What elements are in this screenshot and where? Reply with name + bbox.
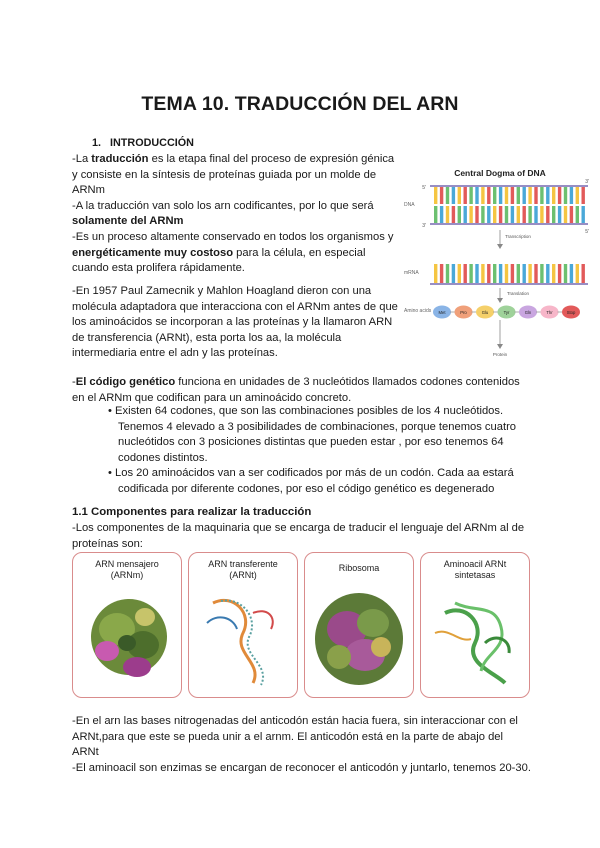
dna-base bbox=[564, 206, 567, 223]
closing-line: -En el arn las bases nitrogenadas del anticodón están hacia fuera, sin interaccionar con el bbox=[72, 715, 518, 727]
arnm-blob bbox=[118, 635, 136, 651]
dna-base bbox=[528, 206, 531, 223]
code-line: en el ARNm que codifican para un aminoácido concreto. bbox=[72, 391, 352, 404]
amino-acid-chain bbox=[433, 306, 580, 319]
dna-base bbox=[558, 187, 561, 204]
mrna-base bbox=[582, 264, 585, 283]
amino-acid-label: Glu bbox=[481, 310, 489, 315]
intro-paragraph bbox=[72, 152, 402, 277]
component-panel-arnm bbox=[72, 552, 182, 698]
arnt-strand bbox=[207, 617, 237, 629]
mrna-base bbox=[499, 264, 502, 283]
component-panel-arnt bbox=[188, 552, 298, 698]
mrna-base bbox=[475, 264, 478, 283]
dogma-title: Central Dogma of DNA bbox=[454, 168, 546, 178]
component-name: ARN mensajero bbox=[95, 559, 159, 569]
intro-line: ARNm bbox=[72, 184, 105, 197]
subsection-line: -Los componentes de la maquinaria que se encarga de traducir el lenguaje del ARNm al de bbox=[72, 522, 525, 534]
page-title: TEMA 10. TRADUCCIÓN DEL ARN bbox=[141, 93, 459, 115]
dna-base bbox=[458, 187, 461, 204]
arnm-blob bbox=[135, 608, 155, 626]
dna-base bbox=[576, 206, 579, 223]
dna-base bbox=[540, 206, 543, 223]
dna-base bbox=[528, 187, 531, 204]
intro-line bbox=[72, 246, 402, 262]
intro-line bbox=[72, 214, 402, 230]
bullet-line: • Los 20 aminoácidos van a ser codificados por más de un codón. Cada aa estará bbox=[108, 467, 514, 480]
component-label bbox=[73, 559, 181, 580]
sintetasa-strand bbox=[435, 632, 471, 640]
dna-base bbox=[552, 187, 555, 204]
mrna-base bbox=[558, 264, 561, 283]
amino-acid-label: Met bbox=[438, 310, 446, 315]
dna-base bbox=[523, 206, 526, 223]
dna-base bbox=[469, 206, 472, 223]
bullet-line: • Existen 64 codones, que son las combinaciones posibles de los 4 nucleótidos. bbox=[108, 405, 504, 417]
dna-base bbox=[475, 187, 478, 204]
arnm-blob bbox=[95, 641, 119, 661]
component-label bbox=[421, 559, 529, 580]
section-heading-intro bbox=[92, 137, 194, 149]
mrna-bases bbox=[434, 264, 585, 283]
transcription-arrowhead bbox=[497, 244, 503, 249]
arnt-strand bbox=[213, 600, 255, 683]
intro-line: -Es un proceso altamente conservado en todos los organismos y bbox=[72, 230, 394, 243]
dna-base bbox=[452, 206, 455, 223]
term-codigo-genetico: El código genético bbox=[75, 376, 176, 388]
arnt-strand bbox=[253, 611, 273, 629]
dna-label: DNA bbox=[404, 202, 415, 208]
dna-base bbox=[434, 206, 437, 223]
arnm-blob bbox=[123, 657, 151, 677]
text-run: -La bbox=[72, 153, 92, 165]
dna-base bbox=[576, 187, 579, 204]
ribosome-blob bbox=[327, 645, 351, 669]
dna-base-pairs bbox=[434, 187, 585, 223]
intro-line: cuando esta prolifera rápidamente. bbox=[72, 262, 245, 275]
mrna-base bbox=[570, 264, 573, 283]
dna-base bbox=[464, 206, 467, 223]
dna-5prime-right-label: 5' bbox=[585, 229, 589, 235]
dna-base bbox=[511, 187, 514, 204]
component-label bbox=[189, 559, 297, 580]
history-line: de transferencia (ARNt), esta porta los aa, la molécula bbox=[72, 331, 342, 344]
mrna-base bbox=[576, 264, 579, 283]
ribosome-structure-image bbox=[309, 583, 409, 693]
mrna-base bbox=[505, 264, 508, 283]
dna-base bbox=[493, 187, 496, 204]
component-abbrev: (ARNm) bbox=[110, 569, 144, 580]
mrna-base bbox=[540, 264, 543, 283]
term-traduccion: traducción bbox=[91, 153, 149, 165]
mrna-base bbox=[552, 264, 555, 283]
dna-base bbox=[487, 187, 490, 204]
dna-base bbox=[493, 206, 496, 223]
dna-3prime-label: 3' bbox=[422, 223, 426, 229]
amino-label: Amino acids bbox=[404, 308, 432, 314]
closing-line: ARNt,para que este se pueda unir a el arnm. El anticodón está en la parte de abajo del bbox=[72, 730, 503, 743]
dna-base bbox=[464, 187, 467, 204]
bullet-line: nucleótidos con 3 posiciones distintas que pueden estar , por eso tenemos 64 bbox=[118, 436, 504, 449]
closing-line: -El aminoacil son enzimas se encargan de reconocer el anticodón y juntarlo, tenemos 20-30. bbox=[72, 761, 531, 774]
text-run: es la etapa final del proceso de expresión génica bbox=[148, 153, 395, 165]
dna-base bbox=[475, 206, 478, 223]
closing-paragraph bbox=[72, 714, 542, 776]
subsection-heading: 1.1 Componentes para realizar la traducción bbox=[72, 506, 312, 518]
dna-base bbox=[481, 206, 484, 223]
mrna-base bbox=[511, 264, 514, 283]
mrna-base bbox=[523, 264, 526, 283]
dna-base bbox=[570, 187, 573, 204]
mrna-base bbox=[528, 264, 531, 283]
section-number: 1. bbox=[92, 137, 102, 149]
dna-base bbox=[446, 206, 449, 223]
component-panel-sintetasas bbox=[420, 552, 530, 698]
central-dogma-figure bbox=[402, 160, 592, 358]
text-run: funciona en unidades de 3 nucleótidos llamados codones contenidos bbox=[175, 376, 520, 388]
text-run: - bbox=[72, 376, 76, 388]
dna-3prime-right-label: 3' bbox=[585, 179, 589, 185]
component-abbrev: (ARNt) bbox=[229, 569, 257, 580]
amino-acid-label: Tyr bbox=[503, 310, 510, 315]
dna-base bbox=[546, 206, 549, 223]
dna-base bbox=[564, 187, 567, 204]
mrna-base bbox=[469, 264, 472, 283]
dna-base bbox=[540, 187, 543, 204]
dna-base bbox=[469, 187, 472, 204]
text-run: para la célula, en especial bbox=[233, 246, 366, 259]
intro-line bbox=[72, 152, 402, 168]
dna-base bbox=[546, 187, 549, 204]
dna-base bbox=[517, 187, 520, 204]
term-arnm: solamente del ARNm bbox=[72, 215, 184, 228]
mrna-base bbox=[487, 264, 490, 283]
component-label bbox=[305, 563, 413, 574]
component-name: ARN transferente bbox=[208, 559, 278, 569]
amino-acid-label: Gln bbox=[524, 310, 532, 315]
dna-base bbox=[517, 206, 520, 223]
dna-base bbox=[558, 206, 561, 223]
history-line: molécula adaptadora que interacciona con el ARNm antes de que bbox=[72, 300, 398, 313]
history-paragraph bbox=[72, 284, 402, 362]
mrna-label: mRNA bbox=[404, 270, 419, 276]
protein-label: Protein bbox=[492, 352, 508, 357]
mrna-base bbox=[464, 264, 467, 283]
transcription-label: Transcription bbox=[505, 234, 531, 239]
dna-base bbox=[499, 206, 502, 223]
component-abbrev: sintetasas bbox=[454, 569, 496, 580]
subsection-paragraph bbox=[72, 521, 542, 552]
dna-base bbox=[505, 206, 508, 223]
sintetasa-structure-image bbox=[425, 583, 525, 693]
central-dogma-diagram bbox=[402, 160, 592, 358]
history-line: -En 1957 Paul Zamecnik y Mahlon Hoagland dieron con una bbox=[72, 285, 372, 297]
component-name: Aminoacil ARNt bbox=[443, 559, 507, 569]
bullet-line: codones distintos. bbox=[118, 451, 208, 464]
dna-base bbox=[434, 187, 437, 204]
component-panel-ribosoma bbox=[304, 552, 414, 698]
code-line bbox=[72, 375, 542, 391]
amino-acid-label: Stop bbox=[566, 310, 576, 315]
history-line: los aminoácidos se incorporan a las proteínas y la llamaron ARN bbox=[72, 316, 393, 329]
mrna-base bbox=[452, 264, 455, 283]
term-costoso: energéticamente muy costoso bbox=[72, 246, 234, 259]
dna-base bbox=[570, 206, 573, 223]
amino-acid-label: Thr bbox=[546, 310, 553, 315]
closing-line: ARNt bbox=[72, 746, 99, 759]
dna-base bbox=[582, 187, 585, 204]
dna-5prime-label: 5' bbox=[422, 185, 426, 191]
intro-line: y consiste en la síntesis de proteínas guiada por un molde de bbox=[72, 168, 377, 181]
arnm-structure-image bbox=[77, 585, 177, 693]
bullet-line: Tenemos 4 elevado a 3 posibilidades de combinaciones, porque tenemos cuatro bbox=[118, 420, 517, 433]
bullet-line: codificada por diferente codones, por eso el código genético es degenerado bbox=[118, 482, 495, 495]
mrna-base bbox=[446, 264, 449, 283]
mrna-base bbox=[440, 264, 443, 283]
dna-base bbox=[552, 206, 555, 223]
dna-base bbox=[452, 187, 455, 204]
mrna-base bbox=[458, 264, 461, 283]
mrna-base bbox=[434, 264, 437, 283]
history-line: intermediaria entre el adn y las proteínas. bbox=[72, 347, 278, 360]
dna-base bbox=[534, 187, 537, 204]
genetic-code-paragraph bbox=[72, 375, 542, 406]
dna-base bbox=[523, 187, 526, 204]
mrna-base bbox=[564, 264, 567, 283]
dna-base bbox=[446, 187, 449, 204]
amino-acid-label: Pro bbox=[460, 310, 467, 315]
dna-base bbox=[458, 206, 461, 223]
intro-line: -A la traducción van solo los arn codificantes, por lo que será bbox=[72, 199, 374, 212]
mrna-base bbox=[534, 264, 537, 283]
ribosome-blob bbox=[357, 609, 389, 637]
dna-base bbox=[511, 206, 514, 223]
dna-base bbox=[440, 206, 443, 223]
mrna-base bbox=[546, 264, 549, 283]
dna-base bbox=[505, 187, 508, 204]
dna-base bbox=[499, 187, 502, 204]
ribosome-blob bbox=[371, 637, 391, 657]
arnt-structure-image bbox=[193, 583, 293, 693]
mrna-base bbox=[493, 264, 496, 283]
dna-base bbox=[487, 206, 490, 223]
protein-arrowhead bbox=[497, 344, 503, 349]
mrna-base bbox=[481, 264, 484, 283]
translation-arrowhead bbox=[497, 298, 503, 303]
translation-label: Translation bbox=[506, 291, 530, 296]
subsection-line: proteínas son: bbox=[72, 537, 143, 550]
section-title: INTRODUCCIÓN bbox=[110, 137, 194, 149]
genetic-code-bullets bbox=[108, 404, 528, 498]
component-name: Ribosoma bbox=[338, 563, 380, 573]
dna-base bbox=[582, 206, 585, 223]
dna-base bbox=[534, 206, 537, 223]
dna-base bbox=[481, 187, 484, 204]
mrna-base bbox=[517, 264, 520, 283]
components-figure bbox=[72, 552, 528, 700]
dna-base bbox=[440, 187, 443, 204]
